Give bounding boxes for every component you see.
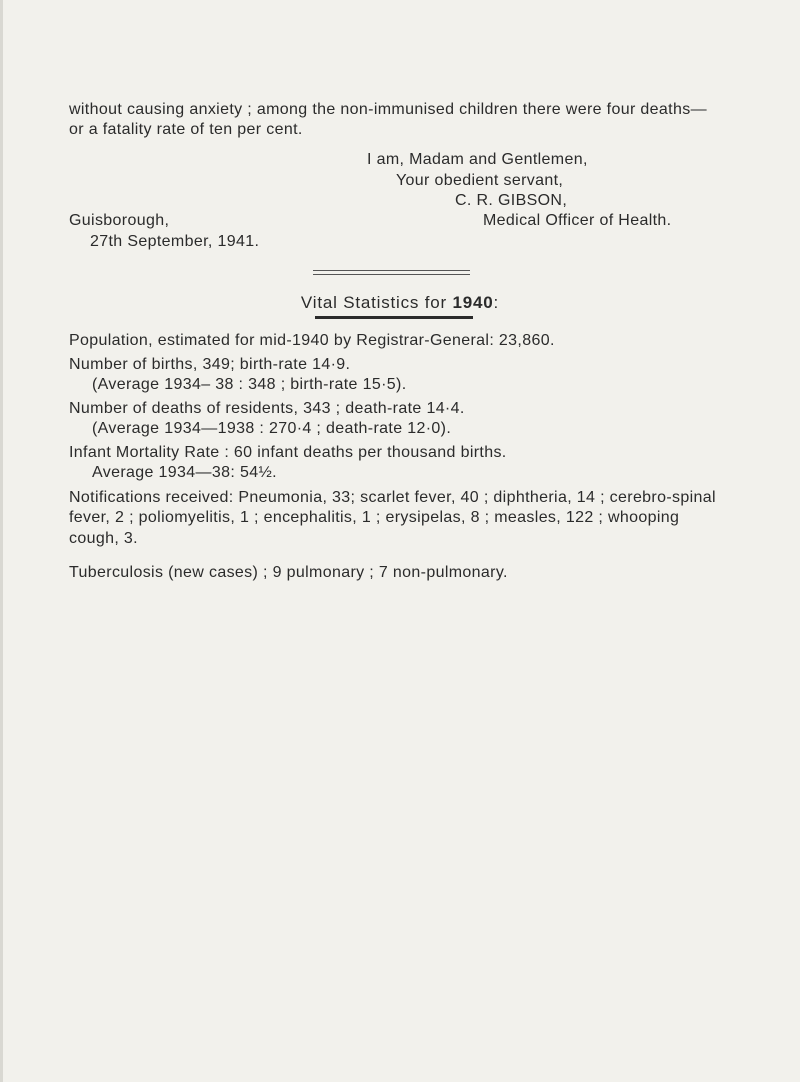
stat-notifications-line-3: cough, 3. [69,530,138,547]
stat-deaths-average: (Average 1934—1938 : 270·4 ; death-rate 12·0). [92,420,452,437]
heading-year: 1940 [452,293,494,312]
stat-notifications-line-2: fever, 2 ; poliomyelitis, 1 ; encephalitis, 1 ; erysipelas, 8 ; measles, 122 ; whooping [69,509,680,526]
stat-notifications-line-1: Notifications received: Pneumonia, 33; scarlet fever, 40 ; diphtheria, 14 ; cerebro-spinal [69,489,716,506]
heading-underline [315,316,473,319]
heading-suffix: : [493,293,500,312]
stat-births: Number of births, 349; birth-rate 14·9. [69,356,351,373]
signatory-name: C. R. GIBSON, [455,192,568,209]
stat-infant-mortality-average: Average 1934—38: 54½. [92,464,277,481]
closing-salutation: I am, Madam and Gentlemen, [367,151,588,168]
stat-population: Population, estimated for mid-1940 by Registrar-General: 23,860. [69,332,555,349]
closing-valediction: Your obedient servant, [396,172,564,189]
page-edge [0,0,3,1082]
divider-line-top [313,270,470,271]
section-heading [0,293,800,313]
signatory-title: Medical Officer of Health. [483,212,672,229]
letter-text-line-2: or a fatality rate of ten per cent. [69,121,303,138]
stat-tuberculosis: Tuberculosis (new cases) ; 9 pulmonary ; 7 non-pulmonary. [69,564,508,581]
date: 27th September, 1941. [90,233,260,250]
letter-text-line-1: without causing anxiety ; among the non-immunised children there were four deaths— [69,101,707,118]
divider-line-bottom [313,274,470,275]
stat-deaths: Number of deaths of residents, 343 ; death-rate 14·4. [69,400,465,417]
stat-infant-mortality: Infant Mortality Rate : 60 infant deaths per thousand births. [69,444,507,461]
heading-prefix: Vital Statistics for [300,293,453,312]
stat-births-average: (Average 1934– 38 : 348 ; birth-rate 15·5). [92,376,407,393]
place: Guisborough, [69,212,170,229]
